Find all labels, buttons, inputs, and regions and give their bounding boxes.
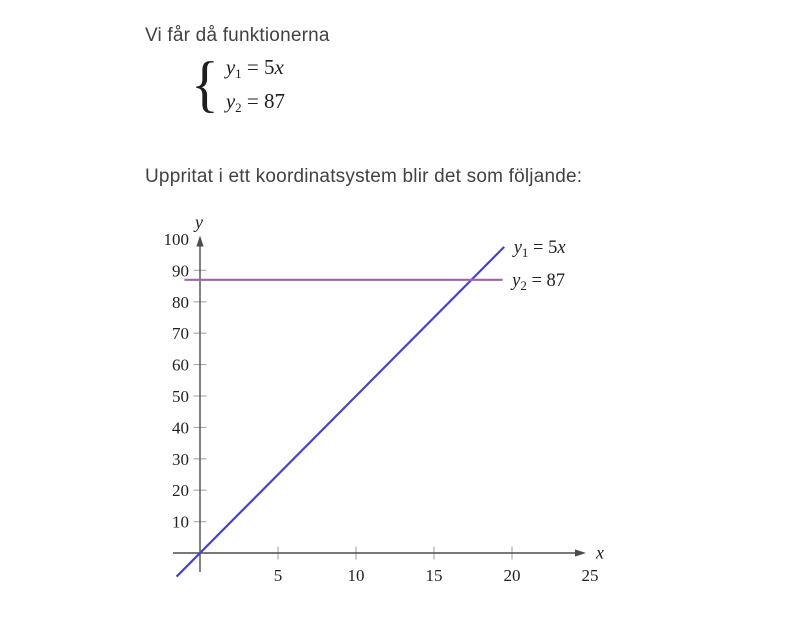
y-tick-label: 60 [172,355,189,375]
y-axis-label: y [195,212,203,232]
series-label-1: $y_1 = 5x$ [513,237,566,260]
y-tick-label: 40 [172,418,189,438]
equation-system [191,50,285,118]
series-line-1 [177,247,505,577]
math-var: y [225,55,236,79]
y-tick-label: 30 [172,449,189,469]
intro-paragraph: Vi får då funktionerna [145,25,330,46]
math-num: 87 [264,89,286,113]
math-var: y [225,89,236,113]
equation-row-2 [226,84,285,118]
x-tick-label: 5 [273,566,283,585]
y-tick-label: 20 [172,481,189,501]
x-axis-label: x [596,542,604,563]
y-tick-label: 90 [172,261,189,281]
math-var: x [274,55,284,79]
x-tick-label: 20 [503,566,521,585]
y-tick-label: 10 [172,512,189,532]
plot-intro-paragraph: Uppritat i ett koordinatsystem blir det som följande: [145,166,583,187]
equation-brace: { [191,48,219,119]
function-graph-svg [140,205,620,595]
y-tick-label: 100 [163,230,189,249]
equation-rows [226,50,285,118]
y-tick-label: 50 [172,387,189,406]
x-tick-label: 25 [581,566,599,585]
y-tick-label: 80 [172,292,189,312]
x-axis-arrow-icon [575,549,586,556]
equation-row-1 [226,50,285,84]
math-equals: = [241,89,265,113]
y-axis-arrow-icon [196,236,203,247]
x-tick-label: 10 [347,566,365,585]
math-equals: = [241,55,265,79]
math-sub: 1 [235,66,242,81]
x-tick-label: 15 [425,566,443,585]
series-label-2: $y_2 = 87$ [512,270,566,293]
y-tick-label: 70 [172,324,189,344]
coordinate-system-chart [140,205,620,595]
math-num: 5 [264,55,275,79]
math-sub: 2 [235,100,242,115]
